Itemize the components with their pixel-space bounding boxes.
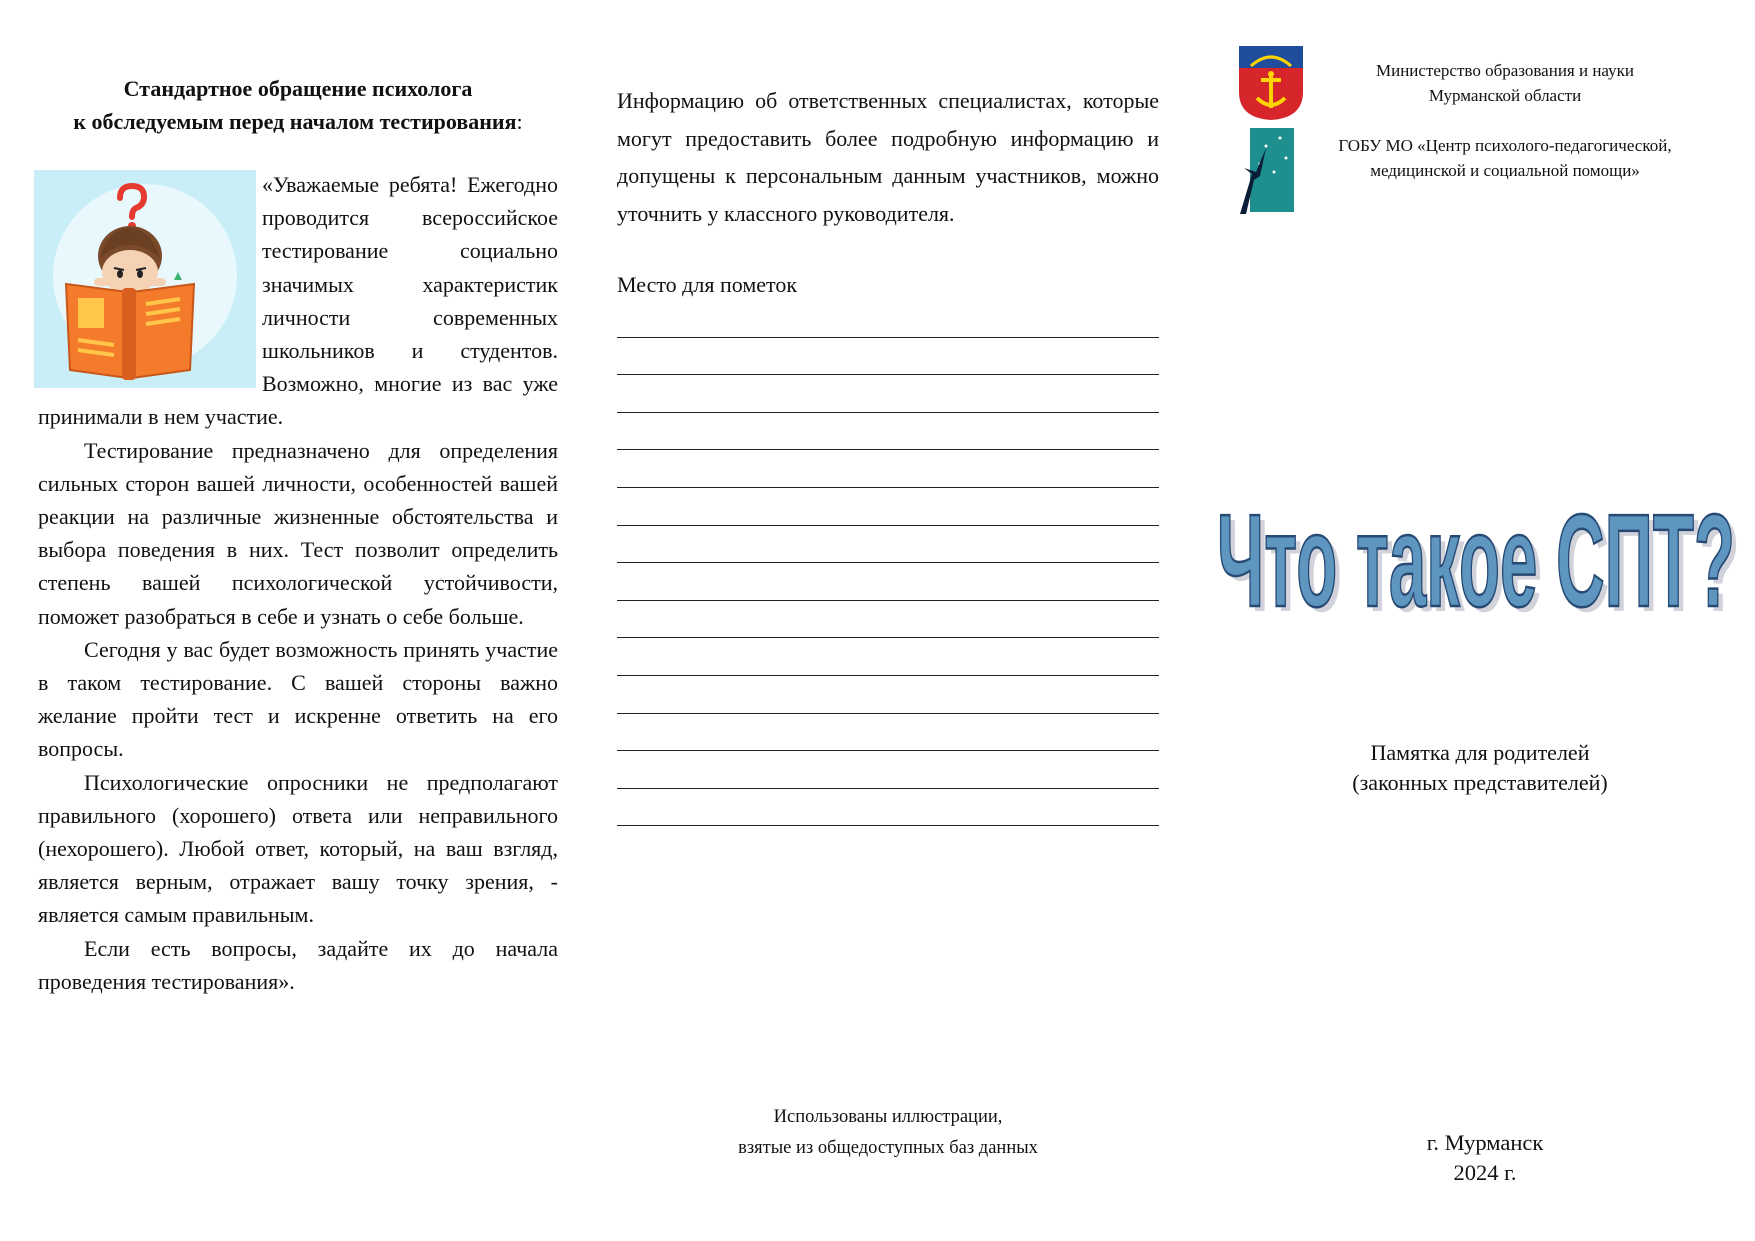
murmansk-coat-of-arms-icon <box>1237 44 1305 122</box>
appeal-paragraph-3: Сегодня у вас будет возможность принять участие в таком тестирование. С вашей стороны важно желание пройти тест и искренне ответить на его вопросы. <box>38 636 558 762</box>
child-reading-book-illustration <box>34 170 256 388</box>
memo-line-1: Памятка для родителей <box>1370 740 1590 765</box>
brochure-title-shadow: Что такое СПТ? <box>1222 492 1740 639</box>
note-line <box>617 751 1159 789</box>
city: г. Мурманск <box>1426 1130 1544 1155</box>
note-line <box>617 563 1159 601</box>
appeal-paragraph-1: «Уважаемые ребята! Ежегодно проводится всероссийское тестирование социально значимых характеристик личности современных школьников и студентов. Возможно, многие из вас уже принимали в нем участие. <box>38 172 558 430</box>
note-line <box>617 300 1159 338</box>
memo-line-2: (законных представителей) <box>1352 770 1608 795</box>
appeal-paragraph-2: Тестирование предназначено для определения сильных сторон вашей личности, особенностей вашей реакции на различные жизненные обстоятельства и выбора поведения в них. Тест позволит определить степень вашей психологической устойчивости, поможет разобраться в себе и узнать о себе больше. <box>38 437 558 629</box>
center-name <box>1300 133 1710 183</box>
appeal-body <box>38 168 558 998</box>
appeal-heading-line1: Стандартное обращение психолога <box>123 76 473 101</box>
illustration-credits <box>617 1102 1159 1164</box>
notes-area <box>617 300 1159 826</box>
note-line <box>617 789 1159 827</box>
ministry-line-2: Мурманской области <box>1428 86 1582 105</box>
memo-subtitle <box>1300 738 1660 798</box>
center-line-1: ГОБУ МО «Центр психолого-педагогической, <box>1338 136 1672 155</box>
note-line <box>617 338 1159 376</box>
center-line-2: медицинской и социальной помощи» <box>1370 161 1640 180</box>
note-line <box>617 413 1159 451</box>
note-line <box>617 714 1159 752</box>
appeal-heading <box>38 72 558 138</box>
appeal-column <box>38 72 558 998</box>
note-line <box>617 676 1159 714</box>
info-paragraph: Информацию об ответственных специалистах, которые могут предоставить более подробную информацию и допущены к персональным данным участников, можно уточнить у классного руководителя. <box>617 88 1159 226</box>
notes-label: Место для пометок <box>617 272 798 297</box>
appeal-heading-colon: : <box>516 109 523 134</box>
place-and-year <box>1380 1128 1590 1188</box>
note-line <box>617 488 1159 526</box>
appeal-paragraph-5: Если есть вопросы, задайте их до начала проведения тестирования». <box>38 935 558 994</box>
ministry-line-1: Министерство образования и науки <box>1376 61 1634 80</box>
note-line <box>617 601 1159 639</box>
note-line <box>617 526 1159 564</box>
note-line <box>617 450 1159 488</box>
year: 2024 г. <box>1453 1160 1517 1185</box>
brochure-title-text: Что такое СПТ? <box>1217 487 1735 634</box>
note-line <box>617 375 1159 413</box>
center-logo-icon <box>1236 128 1294 216</box>
appeal-heading-line2: к обследуемым перед началом тестирования <box>73 109 517 134</box>
brochure-title <box>1208 478 1748 648</box>
note-line <box>617 638 1159 676</box>
credits-line-2: взятые из общедоступных баз данных <box>738 1138 1038 1158</box>
info-column <box>617 82 1159 826</box>
credits-line-1: Использованы иллюстрации, <box>773 1107 1003 1127</box>
appeal-paragraph-4: Психологические опросники не предполагают правильного (хорошего) ответа или неправильного (нехорошего). Любой ответ, который, на ваш взгляд, является верным, отражает вашу точку зрения, - является самым правильным. <box>38 769 558 928</box>
ministry-name <box>1340 58 1670 108</box>
